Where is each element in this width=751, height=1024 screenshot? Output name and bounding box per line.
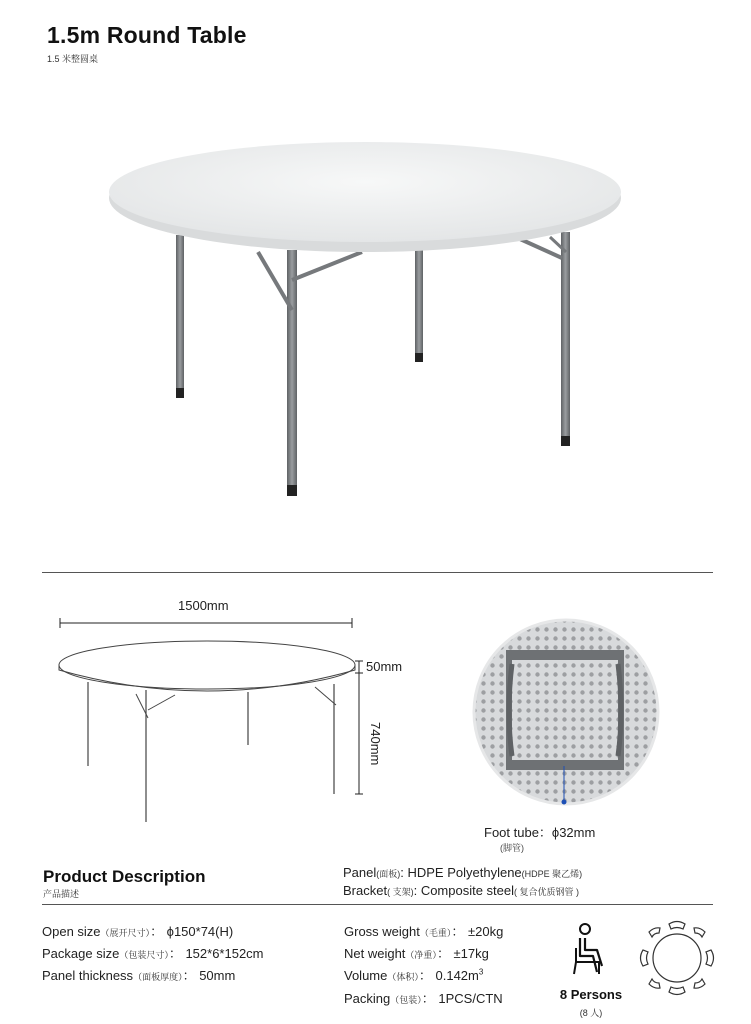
round-table-photo: [100, 140, 630, 505]
bracket-label: Bracket: [343, 883, 388, 898]
section-divider: [42, 904, 713, 905]
thickness-dimension-label: 50mm: [366, 659, 403, 674]
bracket-material: Bracket( 支架): Composite steel( 复合优质钢管 ): [343, 883, 580, 898]
product-description-subtitle: 产品描述: [43, 889, 80, 899]
spec-net-weight: Net weight（净重）： ±17kg: [344, 946, 489, 961]
dimension-drawing: [50, 590, 380, 822]
width-dimension-label: 1500mm: [178, 598, 229, 613]
capacity-sublabel: (8 人): [579, 1008, 603, 1018]
spec-packing: Packing（包装）： 1PCS/CTN: [344, 991, 503, 1006]
spec-open-size: Open size（展开尺寸）： ϕ150*74(H): [42, 924, 234, 939]
foot-tube-label: Foot tube：ϕ32mm: [484, 825, 596, 840]
foot-tube-sublabel: (脚管): [500, 843, 524, 853]
page-subtitle: 1.5 米整圆桌: [47, 54, 99, 64]
spec-package-size: Package size（包装尺寸）： 152*6*152cm: [42, 946, 264, 961]
panel-value: HDPE Polyethylene: [407, 865, 522, 880]
bracket-value: Composite steel: [420, 883, 515, 898]
spec-panel-thickness: Panel thickness（面板厚度）： 50mm: [42, 968, 236, 983]
spec-volume: Volume（体积）： $0.142m^3$: [344, 967, 484, 983]
spec-gross-weight: Gross weight（毛重）： ±20kg: [344, 924, 504, 939]
underside-detail-photo: [470, 616, 662, 808]
section-divider: [42, 572, 713, 573]
round-table-seating-icon: [637, 918, 717, 998]
height-dimension-label: 740mm: [368, 722, 383, 766]
person-seated-icon: [571, 922, 613, 978]
page-title: 1.5m Round Table: [47, 22, 247, 48]
panel-material: Panel(面板): HDPE Polyethylene(HDPE 聚乙烯): [343, 865, 583, 880]
product-description-title: Product Description: [43, 867, 206, 886]
capacity-label: 8 Persons: [559, 987, 623, 1002]
panel-label: Panel: [343, 865, 377, 880]
